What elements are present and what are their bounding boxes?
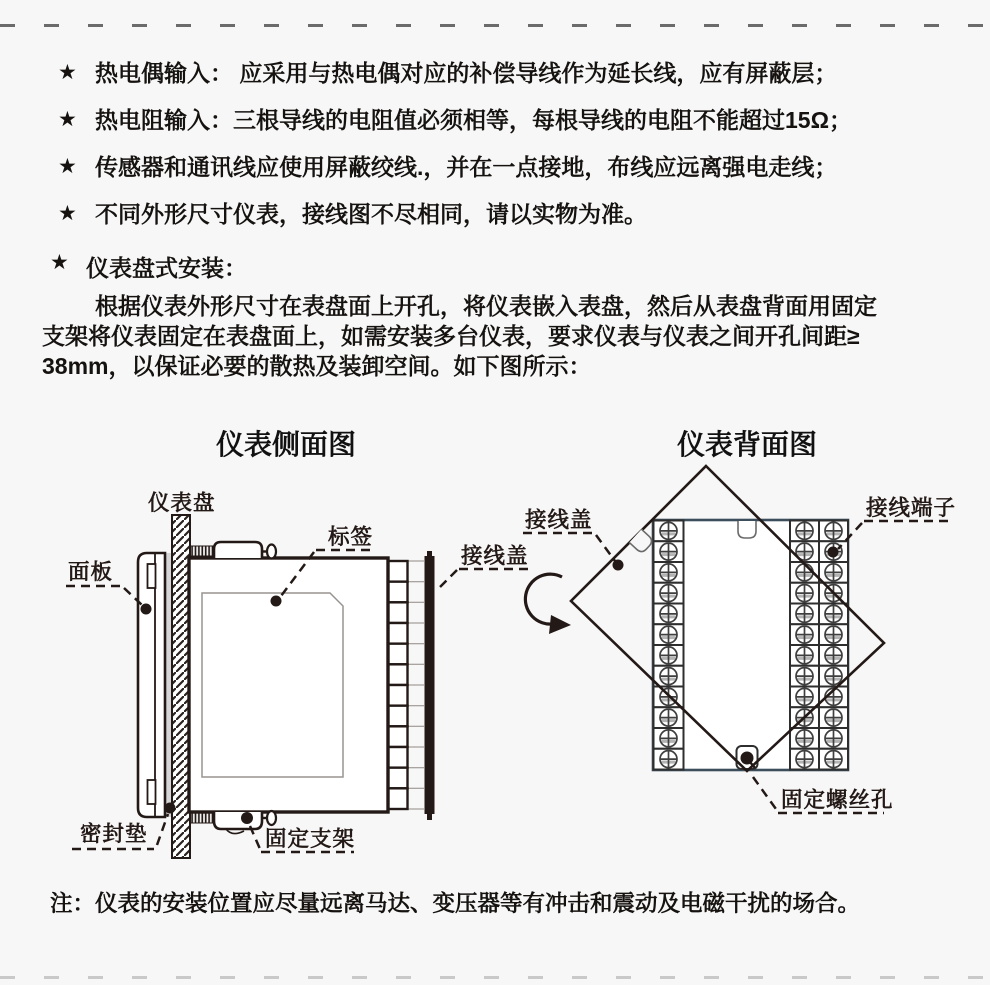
callout-dot: [241, 812, 253, 824]
threaded-rod: [191, 546, 214, 556]
rotation-arrowhead-icon: [549, 615, 571, 634]
bullet-item: [58, 106, 852, 134]
bullet-text: 不同外形尺寸仪表，接线图不尽相同，请以实物为准。: [95, 201, 647, 227]
terminal-cell: [389, 561, 408, 582]
bottom-bracket: [214, 812, 262, 829]
label-terminal-cover-side: 接线盖: [461, 544, 529, 568]
terminal-cell: [389, 685, 408, 706]
terminal-cell: [389, 706, 408, 727]
installation-diagram: [0, 460, 990, 880]
label-terminal-cover-back: 接线盖: [525, 508, 593, 532]
threaded-rod: [191, 813, 214, 823]
bracket-screw: [267, 545, 276, 559]
star-icon: ★: [58, 108, 77, 131]
bottom-cutline: [0, 976, 990, 979]
callout-dot: [141, 604, 152, 615]
front-bezel: [138, 553, 165, 817]
terminal-cell: [389, 747, 408, 768]
terminal-cell: [389, 788, 408, 809]
bullet-text: 热电偶输入： 应采用与热电偶对应的补偿导线作为延长线，应有屏蔽层；: [95, 60, 838, 86]
top-cutline: [0, 24, 990, 27]
install-paragraph: [42, 291, 972, 381]
terminal-cell: [389, 644, 408, 665]
rotation-arrow-icon: [525, 574, 562, 624]
callout-dot: [271, 596, 282, 607]
terminal-cover-bar: [425, 556, 435, 814]
label-bracket: 固定支架: [265, 827, 356, 851]
label-sticker: 标签: [328, 525, 374, 549]
bullet-list: [58, 59, 852, 247]
terminal-cell: [389, 726, 408, 747]
side-view-diagram: [66, 490, 531, 858]
terminal-cell: [389, 664, 408, 685]
bracket-screw: [267, 811, 276, 825]
side-terminal-strip: [389, 561, 425, 809]
star-icon: ★: [58, 61, 77, 84]
bullet-text: 传感器和通讯线应使用屏蔽绞线.，并在一点接地，布线应远离强电走线；: [95, 154, 838, 180]
section-title: 仪表盘式安装：: [86, 255, 247, 281]
bullet-item: [58, 59, 852, 87]
callout-dot: [828, 547, 839, 558]
paragraph-line: 38mm，以保证必要的散热及装卸空间。如下图所示：: [42, 353, 592, 379]
star-icon: ★: [50, 251, 69, 274]
terminal-cell: [389, 582, 408, 603]
paragraph-line: 根据仪表外形尺寸在表盘面上开孔，将仪表嵌入表盘，然后从表盘背面用固定: [95, 293, 877, 319]
star-icon: ★: [58, 155, 77, 178]
bullet-item: [58, 200, 852, 228]
bezel-clip: [148, 780, 156, 804]
terminal-cell: [389, 602, 408, 623]
label-front-panel: 面板: [68, 560, 114, 584]
side-view-title: 仪表侧面图: [216, 430, 357, 461]
bezel-clip: [148, 564, 156, 588]
label-screw-hole: 固定螺丝孔: [781, 788, 894, 812]
star-icon: ★: [58, 202, 77, 225]
label-panel-board: 仪表盘: [148, 491, 216, 515]
back-view-diagram: [523, 466, 956, 813]
label-gasket: 密封垫: [80, 822, 148, 846]
cover-notch: [629, 529, 654, 554]
terminal-cell: [389, 623, 408, 644]
label-terminal: 接线端子: [866, 496, 957, 520]
terminal-cell: [389, 768, 408, 789]
callout-dot: [165, 803, 176, 814]
bullet-item: [58, 153, 852, 181]
case-notch: [738, 521, 756, 538]
label-sticker-area: [202, 593, 343, 777]
top-bracket: [214, 542, 262, 558]
footer-note: 注：仪表的安装位置应尽量远离马达、变压器等有冲击和震动及电磁干扰的场合。: [50, 891, 861, 916]
back-view-title: 仪表背面图: [677, 430, 818, 461]
section-header: [50, 250, 247, 283]
bullet-text: 热电阻输入：三根导线的电阻值必须相等，每根导线的电阻不能超过15Ω；: [95, 107, 853, 133]
paragraph-line: 支架将仪表固定在表盘面上，如需安装多台仪表，要求仪表与仪表之间开孔间距≥: [42, 323, 860, 349]
